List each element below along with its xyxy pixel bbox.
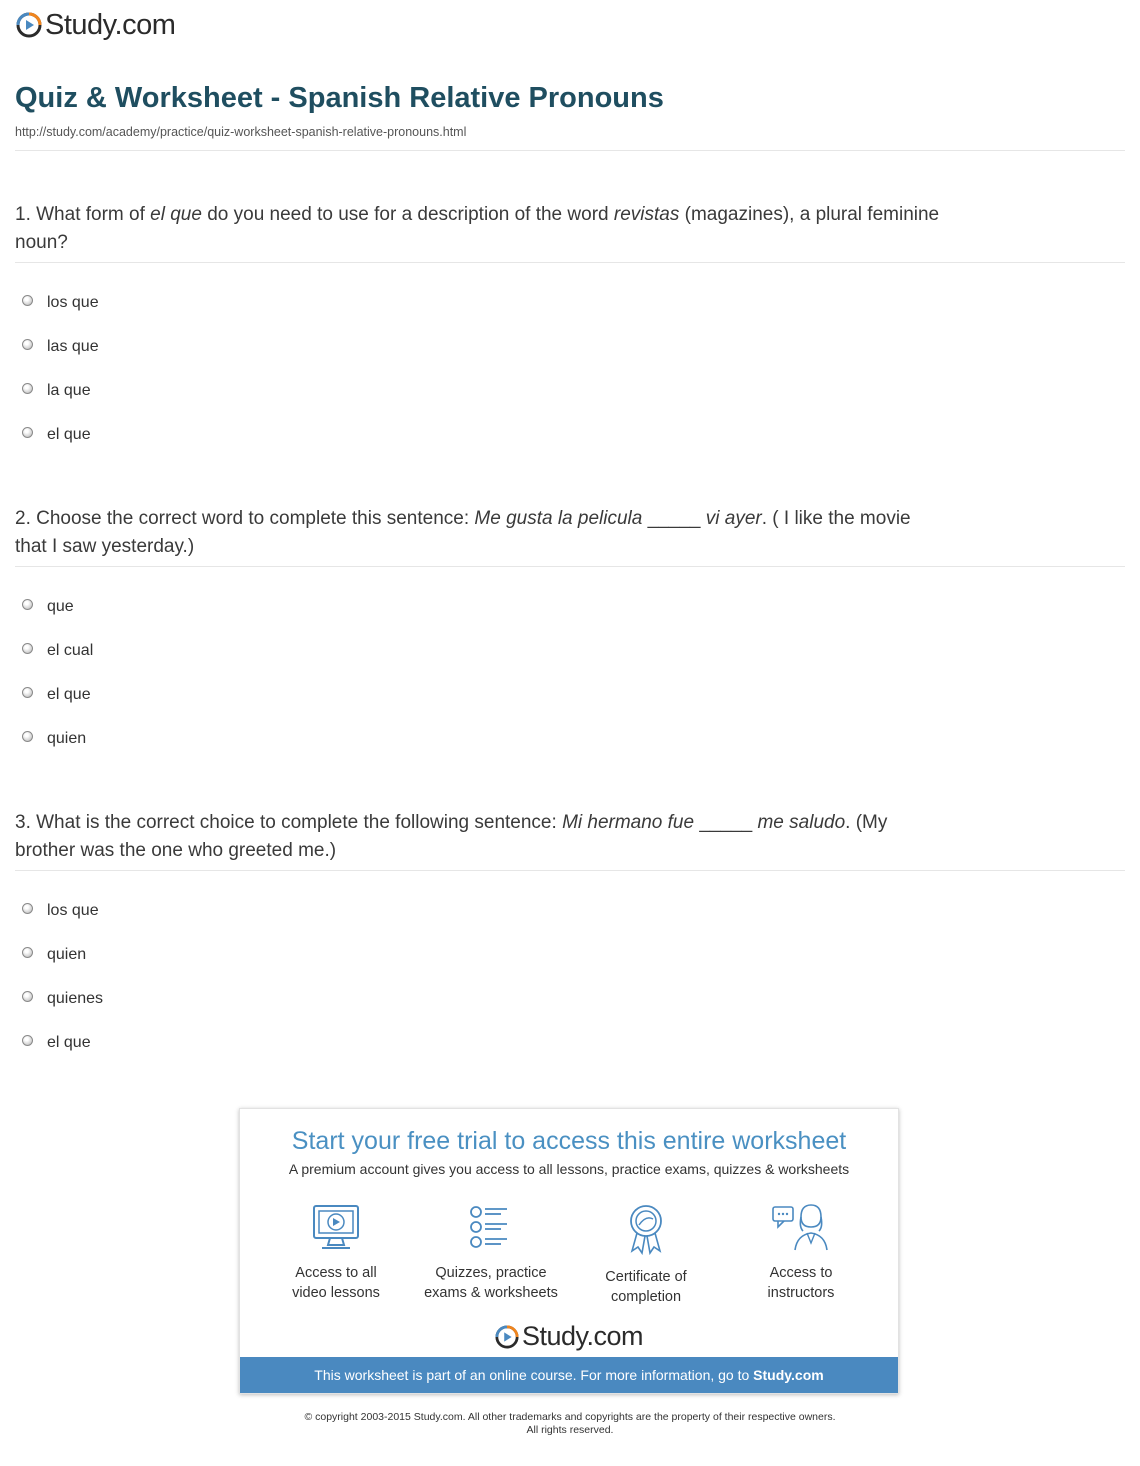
option-label: los que — [47, 294, 99, 311]
option-label: la que — [47, 382, 91, 399]
promo-title[interactable]: Start your free trial to access this entire worksheet — [291, 1127, 847, 1155]
play-logo-icon — [495, 1325, 519, 1349]
option-label: quien — [47, 946, 87, 963]
radio-button[interactable] — [22, 991, 33, 1002]
divider — [15, 262, 1125, 263]
study-logo[interactable] — [16, 8, 175, 42]
feature-label: Access to instructors — [767, 1265, 835, 1301]
q2-option-2[interactable] — [22, 640, 93, 662]
page-url[interactable]: http://study.com/academy/practice/quiz-worksheet-spanish-relative-pronouns.html — [15, 125, 467, 139]
q1-option-1[interactable] — [22, 292, 99, 314]
radio-button[interactable] — [22, 687, 33, 698]
radio-button[interactable] — [22, 427, 33, 438]
instructor-chat-icon — [771, 1203, 831, 1251]
radio-button[interactable] — [22, 643, 33, 654]
promo-subtitle: A premium account gives you access to all lessons, practice exams, quizzes & worksheets — [288, 1161, 850, 1177]
question-1: 1. What form of el que do you need to use for a description of the word revistas (magazines), a plural feminine noun? — [15, 204, 940, 253]
divider — [15, 870, 1125, 871]
q3-option-3[interactable] — [22, 988, 103, 1010]
feature-label: Access to all video lessons — [292, 1265, 380, 1301]
q2-option-3[interactable] — [22, 684, 91, 706]
video-monitor-icon — [310, 1203, 362, 1251]
study-link[interactable]: Study.com — [753, 1367, 824, 1383]
feature-quizzes — [416, 1203, 566, 1303]
option-label: las que — [47, 338, 99, 355]
q1-option-3[interactable] — [22, 380, 91, 402]
logo-wordmark: Study.com — [521, 1321, 644, 1351]
option-label: quienes — [47, 990, 104, 1007]
option-label: que — [47, 598, 74, 615]
feature-instructors — [726, 1203, 876, 1303]
q3-option-4[interactable] — [22, 1032, 91, 1054]
question-3: 3. What is the correct choice to complete the following sentence: Mi hermano fue _____ me saludo. (My brother was the one who greeted me.) — [15, 812, 888, 861]
option-label: los que — [47, 902, 99, 919]
option-label: quien — [47, 730, 87, 747]
feature-video-lessons — [261, 1203, 411, 1303]
option-label: el que — [47, 426, 91, 443]
q3-option-1[interactable] — [22, 900, 99, 922]
page-title: Quiz & Worksheet - Spanish Relative Pronouns — [15, 82, 664, 114]
divider — [15, 566, 1125, 567]
radio-button[interactable] — [22, 383, 33, 394]
feature-label: Quizzes, practice exams & worksheets — [424, 1265, 558, 1301]
divider — [15, 150, 1125, 151]
free-trial-promo — [239, 1108, 899, 1394]
feature-label: Certificate of completion — [605, 1269, 687, 1305]
promo-study-logo[interactable] — [240, 1321, 898, 1352]
play-logo-icon — [16, 12, 42, 38]
q1-option-2[interactable] — [22, 336, 99, 358]
option-label: el que — [47, 686, 91, 703]
copyright-notice — [0, 1411, 1140, 1437]
checklist-icon — [465, 1203, 517, 1251]
radio-button[interactable] — [22, 339, 33, 350]
rights-line: All rights reserved. — [526, 1424, 614, 1436]
q2-option-4[interactable] — [22, 728, 86, 750]
radio-button[interactable] — [22, 947, 33, 958]
q2-option-1[interactable] — [22, 596, 74, 618]
radio-button[interactable] — [22, 1035, 33, 1046]
radio-button[interactable] — [22, 295, 33, 306]
award-ribbon-icon — [620, 1203, 672, 1255]
logo-wordmark: Study.com — [45, 8, 176, 41]
radio-button[interactable] — [22, 599, 33, 610]
question-2: 2. Choose the correct word to complete this sentence: Me gusta la pelicula _____ vi ayer. ( I like the movie that I saw yesterday.) — [15, 508, 911, 557]
q3-option-2[interactable] — [22, 944, 86, 966]
feature-certificate — [571, 1203, 721, 1307]
option-label: el cual — [47, 642, 94, 659]
radio-button[interactable] — [22, 903, 33, 914]
course-info-bar: This worksheet is part of an online course. For more information, go to Study.com — [240, 1357, 898, 1393]
option-label: el que — [47, 1034, 91, 1051]
copyright-line: © copyright 2003-2015 Study.com. All other trademarks and copyrights are the property of their respective owners. — [304, 1411, 836, 1423]
radio-button[interactable] — [22, 731, 33, 742]
q1-option-4[interactable] — [22, 424, 91, 446]
